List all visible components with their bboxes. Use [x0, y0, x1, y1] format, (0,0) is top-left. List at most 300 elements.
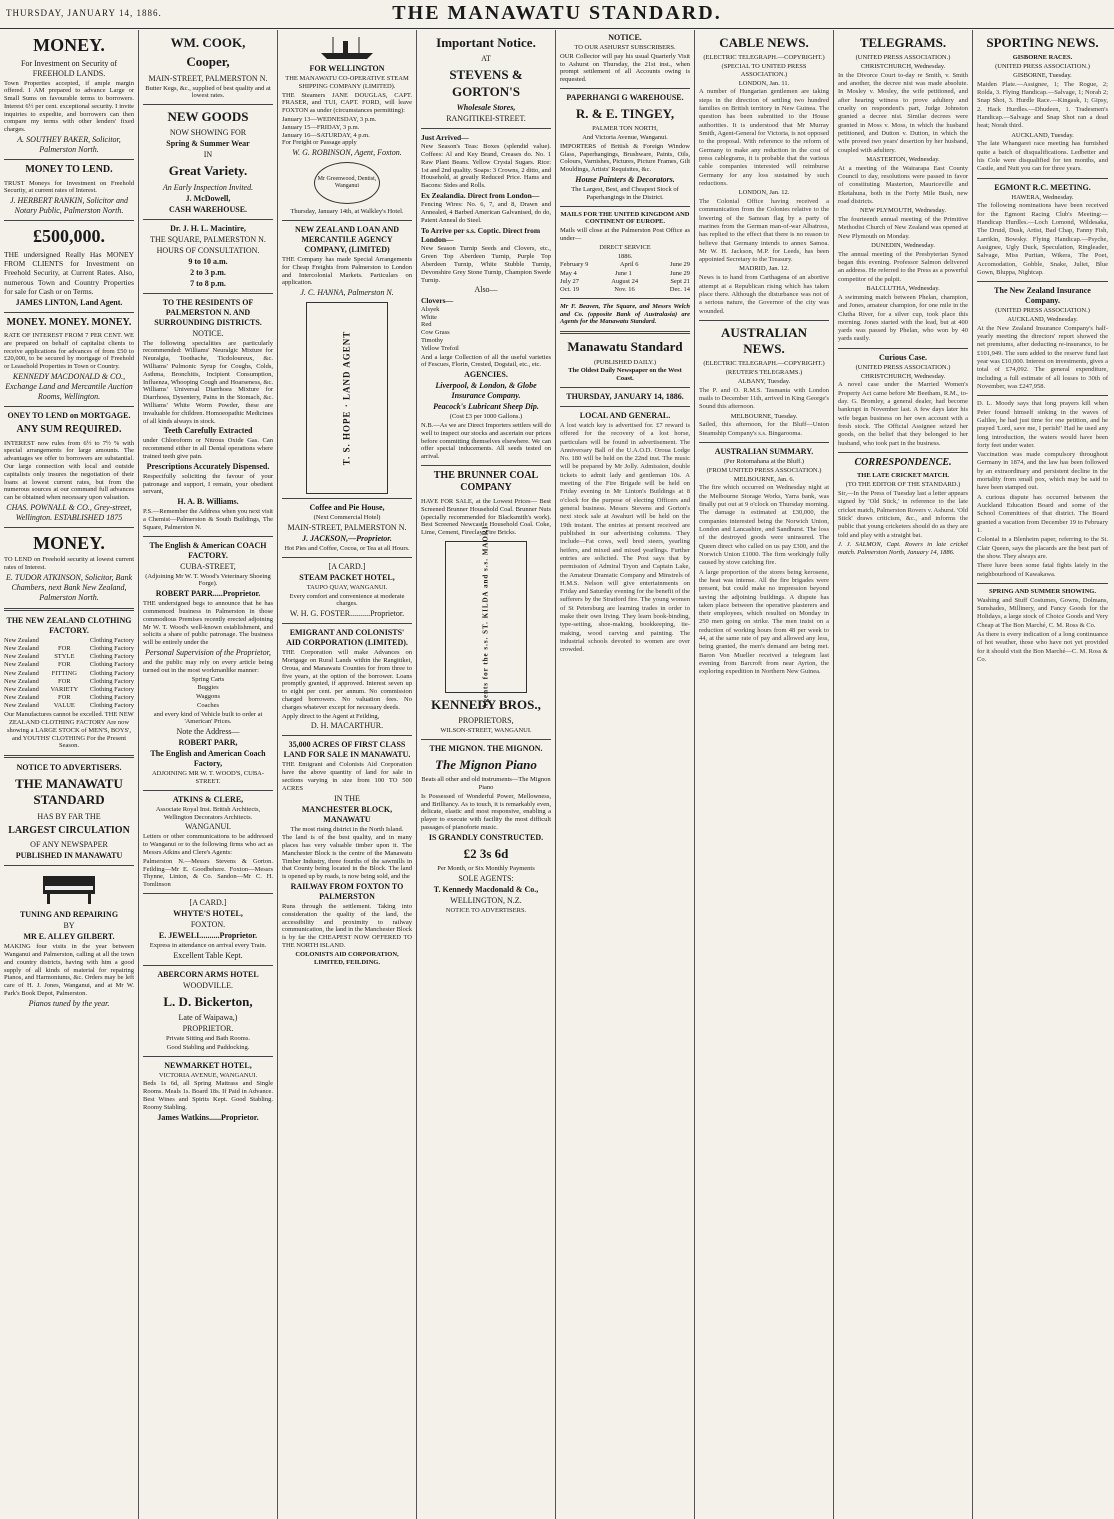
mmm-text: RATE OF INTEREST FROM 7 PER CENT. WE are prepared on behalf of capitalist clients to receive applications for advances of from £50 to £20,000, to be secured by mortgage of Freehold or Leasehold Properties in Town or Country. [4, 332, 134, 371]
money2-heading: MONEY. [33, 532, 105, 553]
peacock-sub: (Cost £3 per 1000 Gallons.) [449, 413, 523, 421]
nz-loan-text: THE Company has made Special Arrangements for Cheap Freights from Palmerston to London and Intercolonial Markets. Particulars on application. [282, 255, 412, 287]
cable-news: CABLE NEWS. [719, 35, 809, 50]
mignon-price: £2 3s 6d [463, 845, 509, 861]
clothing-row: New Zealand FOR Clothing Factory [4, 645, 134, 653]
wholesale-stores: Wholesale Stores, [456, 102, 516, 112]
kennedy-address: WILSON-STREET, WANGANUI. [440, 727, 532, 735]
freight-text: For Freight or Passage apply [282, 139, 357, 147]
column-7 [834, 30, 973, 1519]
divider [560, 331, 690, 334]
notice-any: OF ANY NEWSPAPER [30, 840, 108, 850]
mignon-sub: Beats all other and old instruments—The Mignon Piano [421, 776, 551, 792]
williams-text: P.S.—Remember the Address when you next visit a Chemist—Palmerston & South Buildings, The Square, Palmerston N. [143, 508, 273, 531]
divider [560, 298, 690, 299]
column-5 [556, 30, 695, 1519]
nz-loan-heading: NEW ZEALAND LOAN AND MERCANTILE AGENCY COMPANY, (LIMITED) [294, 224, 400, 254]
divider [282, 623, 412, 624]
divider [977, 178, 1108, 179]
column-2 [139, 30, 278, 1519]
hour: 7 to 8 p.m. [190, 278, 226, 288]
mails-row: February 9 April 6 June 29 [560, 261, 690, 269]
clients-signature: JAMES LINTON, Land Agent. [15, 297, 123, 307]
inspection: An Early Inspection Invited. [162, 182, 254, 192]
any-sum-text: INTEREST now rules from 6½ to 7½ % with special arrangements for large amounts. The advantages we offer to borrowers are substantial. Our large connection with local and outside capitalists only insures the negotiation of their loans at lowest current rates, but from the numerous sources at our command full advances can be obtained when necessary upon valuation. [4, 439, 134, 502]
divider [4, 406, 134, 407]
piano-icon [39, 870, 99, 906]
divider [421, 128, 551, 129]
curious-case: Curious Case. [878, 352, 927, 362]
column-4 [417, 30, 556, 1519]
in-the: IN THE [334, 793, 360, 803]
parr-text: THE undersigned begs to announce that he has commenced business in Palmerston in those commodious Premises recently erected adjoining Mr W. T. Wood's well-known establishment, and solicits a share of public patronage. The business will be entirely under the [143, 600, 273, 647]
divider [4, 608, 134, 611]
issue-date: THURSDAY, JANUARY 14, 1886. [6, 8, 162, 18]
divider [143, 293, 273, 294]
tingey-address-2: And Victoria Avenue, Wanganui. [582, 134, 668, 142]
masterton-dateline: MASTERTON, Wednesday. [866, 155, 940, 163]
cooper-title: Cooper, [186, 54, 230, 70]
notice-paper: THE MANAWATU STANDARD [15, 776, 123, 808]
doctor-address: THE SQUARE, PALMERSTON N. [150, 234, 266, 244]
money-lend-text: TRUST Moneys for Investment on Freehold Security, at current rates of Interest. [4, 179, 134, 195]
albany-dateline: ALBANY, Tuesday. [737, 377, 791, 385]
divider [4, 312, 134, 313]
newplymouth-dateline: NEW PLYMOUTH, Wednesday. [860, 207, 946, 215]
divider [977, 281, 1108, 282]
money-signature: A. SOUTHEY BAKER, Solicitor, Palmerston North. [17, 135, 121, 155]
colonists: COLONISTS AID CORPORATION, LIMITED, FEILDING. [295, 950, 399, 966]
also-text: Also— [474, 285, 498, 295]
clothing-heading: THE NEW ZEALAND CLOTHING FACTORY. [6, 616, 132, 635]
mails-year: 1886. [617, 252, 633, 260]
clothing-row: New Zealand FOR Clothing Factory [4, 661, 134, 669]
table-text: Excellent Table Kept. [173, 950, 243, 960]
cable-sub-2: (SPECIAL TO UNITED PRESS ASSOCIATION.) [721, 63, 807, 78]
date-line: THURSDAY, JANUARY 14, 1886. [566, 391, 684, 401]
divider [143, 104, 273, 105]
money2-text: TO LEND on Freehold security at lowest current rates of Interest. [4, 556, 134, 572]
column-6 [695, 30, 834, 1519]
at-text: AT [481, 54, 491, 64]
doctor-name: Dr. J. H. L. Macintire, [170, 223, 246, 233]
summary-sub-2: (FROM UNITED PRESS ASSOCIATION.) [706, 466, 822, 474]
divider [560, 406, 690, 407]
mcdowell: J. McDowell, [185, 193, 231, 203]
albany-text: The P. and O. R.M.S. Tasmania with London mails to December 11th, arrived in King George's Sound this afternoon. [699, 386, 829, 411]
watkins-name: James Watkins......Proprietor. [157, 1112, 259, 1122]
salmon-signature: J. J. SALMON, Capt. Rovers in late cricket match. Palmerston North, January 14, 1886. [838, 540, 968, 556]
gisborne-text: Maiden Plate.—Assignee, 1; The Rogue, 2; Rolda, 3. Flying Handicap.—Salvage, 1; Norah 2; Snap Shot, 3. Hurdle Race.—Kingask, 1; Gipsy, 2. Hack Hurdles.—Dhudeen, 1. Tradesmen's Handicap.—Salvage and Snap Shot ran a dead heat; Norah third. [977, 80, 1108, 130]
clover-item: Red [421, 321, 432, 329]
hawera-dateline: HAWERA, Wednesday. [1011, 193, 1074, 201]
jewell-name: E. JEWELL.........Proprietor. [158, 931, 258, 941]
mails-text: Mails will close at the Palmerston Post Office as under— [560, 227, 690, 242]
sole-name: T. Kennedy Macdonald & Co., [433, 884, 539, 894]
divider [4, 220, 134, 221]
divider [699, 442, 829, 443]
mignon-heading: THE MIGNON. THE MIGNON. [429, 743, 543, 753]
bickerton-name: L. D. Bickerton, [163, 993, 253, 1009]
divider [143, 790, 273, 791]
railway-text: Runs through the settlement. Taking into consideration the quality of the land, the accessibility and proximity to railway communication, the land in the Manchester Block is by far the CHEAPEST NOW OFFERED TO THE NORTH ISLAND. [282, 903, 412, 950]
auckland-dateline: AUCKLAND, Tuesday. [1011, 131, 1074, 139]
coffee-heading: Coffee and Pie House, [309, 503, 385, 513]
divider [282, 220, 412, 221]
clients-text: THE undersigned Really Has MONEY FROM CLIENTS for Investment on Freehold Security, at Current Rates. Also, numerous Town and Country Properties for sale for Cash or on Terms. [4, 249, 134, 297]
balclutha-text: A swimming match between Phelan, champion, and Jones, amateur champion, for one mile in the Clutha River, for a silver cup, took place this morning. Jones started with the lead, but at 400 yards was passed by Phelan, who won by 40 yards easily. [838, 293, 968, 343]
local-general: LOCAL AND GENERAL. [579, 410, 671, 420]
zealandia-heading: Ex Zealandia. Direct from London— [421, 190, 540, 200]
nz-ins-text: At the New Zealand Insurance Company's half-yearly meeting the directors' report showed the net premiums, after deducting re-insurance, to be £101,949. The sum added to the reserve fund last year was £10,000. Interest on investments, gives a total of £74,092. The general expenditure, including a full estimate of all losses to 30th of November, was £247,958. [977, 324, 1108, 390]
vaccination-text: Vaccination was made compulsory throughout Germany in 1874, and the law has been followed by an extraordinary and persistent decline in the mortality from small pox, which may be said to have been stamped out. [977, 451, 1108, 492]
coffee-address: MAIN-STREET, PALMERSTON N. [287, 522, 407, 532]
oldest-paper: The Oldest Daily Newspaper on the West Coast. [568, 367, 682, 383]
tuning-by: BY [63, 921, 75, 931]
correspondence: CORRESPONDENCE. [854, 456, 952, 468]
newplymouth-text: The fourteenth annual meeting of the Primitive Methodist Church of New Zealand was opened at New Plymouth on Monday. [838, 216, 968, 240]
just-text: New Season's Teas: Boxes (splendid value). Coffees: Al and Key Brand, Creases do. No. 1 Raw Plant Beans. Yellow Crystal Sugars. Rice: 1st and 2nd quality. Soaps: 3 Crowns, 2 ditto, and Household, at greatly Reduced Price. Hams and Bacons: Sides and Rolls. [421, 143, 551, 190]
steamers-text: THE Steamers JANE DOUGLAS, CAPT. FRASER, and TUI, CAPT. FORD, will leave FOXTON as under (circumstances permitting): [282, 91, 412, 115]
mails-row: Oct. 19 Nov. 16 Dec. 14 [560, 285, 690, 293]
nz-ins-dateline: AUCKLAND, Wednesday. [1007, 315, 1078, 323]
importers-text: IMPORTERS of British & Foreign Window Glass, Paperhangings, Brushware, Paints, Oils, Colours, Varnishes, Pictures, Picture Frames, Gilt Mouldings, Artists' Requisites, &c. [560, 142, 690, 174]
christchurch-dateline: CHRISTCHURCH, Wednesday. [860, 63, 946, 71]
telegrams: TELEGRAMS. [859, 35, 947, 50]
london-text: A number of Hungarian gentlemen are taking steps in the direction of settling two hundred families on British territory in New Guinea. The question has been submitted to the House authorities. It is understood that Mr Murray Smith, Agent-General for Victoria, is not opposed to the proposal. With reference to the reform of Germany to make any reduction in the cost of press cablegrams, it is probable that the various cable companies interested will reimburse Germany for any loss sustained by such reductions. [699, 88, 829, 187]
mignon-text: Is Possessed of Wonderful Power, Mellowness, and Brilliancy. As to touch, it is remarkably even, delicate, elastic and most responsive, enabling a player to execute with facility the most difficult passages of pianoforte music. [421, 792, 551, 831]
clothing-row: New Zealand FOR Clothing Factory [4, 677, 134, 685]
card-label: [A CARD.] [189, 898, 227, 908]
foster-name: W. H. G. FOSTER..........Proprietor. [289, 609, 405, 619]
sailing-date: January 16—SATURDAY, 4 p.m. [282, 131, 370, 139]
parr-text2: and the public may rely on every article being turned out in the most workmanlike manner: [143, 658, 273, 674]
personal-supervision: Personal Supervision of the Proprietor, [145, 647, 271, 657]
proprietor: PROPRIETOR. [182, 1024, 234, 1034]
clothing-row: New Zealand VARIETY Clothing Factory [4, 685, 134, 693]
australian-summary: AUSTRALIAN SUMMARY. [714, 447, 814, 457]
rangitikei-street: RANGITIKEI-STREET. [446, 113, 526, 123]
dentist-stamp: Mr Greenwood, Dentist, Wanganui [314, 162, 380, 204]
tingey-address: PALMER TON NORTH, [592, 125, 658, 133]
woodville: WOODVILLE. [183, 980, 233, 990]
cook-text: Butter Kegs, &c., supplied of best quality and at lowest rates. [145, 84, 271, 100]
column-1 [0, 30, 139, 1519]
macarthur: D. H. MACARTHUR. [310, 721, 384, 731]
stabling: Good Stabling and Paddocking. [166, 1043, 250, 1051]
money2-signature: E. TUDOR ATKINSON, Solicitor, Bank Chambers, next Bank New Zealand, Palmerston North. [5, 573, 132, 602]
coach-adjoining: (Adjoining Mr W. T. Wood's Veterinary Shoeing Forge). [145, 572, 271, 588]
sole-agents: SOLE AGENTS: [458, 873, 514, 883]
liverpool-insurance: Liverpool, & London, & Globe Insurance Company. [435, 381, 537, 401]
vehicle-type: Coaches [196, 701, 220, 709]
sole-address: WELLINGTON, N.Z. [450, 895, 522, 905]
direct-service: DIRECT SERVICE [599, 243, 651, 251]
atkins-text: Letters or other communications to be addressed to Wanganui or to the following firms who act as Messrs Atkins and Clere's Agents: [143, 833, 273, 857]
sailing-date: January 13—WEDNESDAY, 3 p.m. [282, 115, 377, 123]
abercorn-hotel: ABERCORN ARMS HOTEL [157, 969, 259, 979]
whyte-hotel: WHYTE'S HOTEL, [173, 909, 243, 919]
divider [4, 755, 134, 758]
madrid-dateline: MADRID, Jan. 12. [739, 265, 789, 273]
divider [560, 88, 690, 89]
notice-largest: LARGEST CIRCULATION [8, 824, 130, 836]
divider [560, 387, 690, 388]
atkins-agents: Palmerston N.—Messrs Stevens & Gorton. Feilding—Mr E. Goodbehere. Foxton—Messrs Thynne, Linton, & Co. Sandon—Mr C. H. Tomlinson [143, 857, 273, 889]
notice-published: PUBLISHED IN MANAWATU [15, 851, 123, 861]
gisborne-races: GISBORNE RACES. [1012, 54, 1073, 62]
divider [282, 498, 412, 499]
gisborne-dateline: GISBORNE, Tuesday. [1013, 71, 1072, 79]
newmarket-hotel: NEWMARKET HOTEL, [164, 1060, 252, 1070]
money-sub: For Investment on Security of FREEHOLD LANDS. [21, 58, 117, 78]
agencies-heading: AGENCIES. [464, 370, 508, 380]
just-arrived: Just Arrived— [421, 132, 469, 142]
sporting-news: SPORTING NEWS. [986, 35, 1099, 50]
curious-text: A novel case under the Married Women's Property Act came before Mr Beetham, R.M., to-day. G. Bromley, a general dealer, had become bankrupt in November last. A few days later his wife began business on her own account with a fresh stock. The Official Assignee seized her goods, on the belief that they belonged to her husband, who took part in the business. [838, 381, 968, 447]
jackson-text: Hot Pies and Coffee, Cocoa, or Tea at all Hours. [284, 544, 410, 552]
wellington-heading: FOR WELLINGTON [309, 64, 385, 73]
hour: 9 to 10 a.m. [188, 256, 228, 266]
tele-sub: (UNITED PRESS ASSOCIATION.) [855, 54, 951, 62]
clover-item: Alsyek [421, 305, 440, 313]
vehicle-type: Spring Carts [191, 675, 225, 683]
christchurch-text: In the Divorce Court to-day re Smith, v. Smith and another, the decree nisi was made absolute. In Mosley v. Mosley, the wife petitioned, and after hearing witness to prove adultery and cruelty on respondent's part, Judge Johnston granted a decree nisi. Similar decrees were granted in Moss v. Moss, in which the husband petitioned, and Dutton v. Dutton, in which the wife proved two years' desertion by her husband, coupled with adultery. [838, 71, 968, 154]
waipawa: Late of Waipawa,) [178, 1013, 238, 1023]
mmm-signature: KENNEDY MACDONALD & CO., Exchange Land and Mercantile Auction Rooms, Wellington. [5, 372, 133, 402]
spring-advert: SPRING AND SUMMER SHOWING. [989, 587, 1096, 595]
christchurch-dateline-2: CHRISTCHURCH, Wednesday. [860, 372, 946, 380]
clothing-row: New Zealand STYLE Clothing Factory [4, 653, 134, 661]
private-rooms: Private Sitting and Bath Rooms. [166, 1035, 250, 1043]
melbourne-dateline-2: MELBOURNE, Jan. 6. [733, 475, 795, 483]
notice-heading: NOTICE TO ADVERTISERS. [16, 763, 122, 773]
beaven-text: Mr F. Beaven, The Square, and Messrs Welch and Co. (opposite Bank of Australasia) are Agents for the Manawatu Standard. [560, 302, 690, 326]
parr-name: ROBERT PARR.....Proprietor. [155, 589, 261, 599]
divider [282, 735, 412, 736]
nz-insurance: The New Zealand Insurance Company. [994, 286, 1091, 306]
note-address: Note the Address— [176, 727, 240, 737]
tuning-heading: TUNING AND REPAIRING [19, 910, 119, 920]
divider [977, 583, 1108, 584]
money-lend-heading: MONEY TO LEND. [25, 164, 113, 176]
coptic-text: New Season Turnip Seeds and Clovers, etc., Green Top Aberdeen Turnip, Purple Top Aberdeen Turnip, White Stubble Turnip, Devonshire Grey Stone Turnip, Champion Swede Turnip. [421, 245, 551, 284]
clover-item: Timothy [421, 336, 444, 344]
hanna: J. C. HANNA, Palmerston N. [300, 288, 394, 298]
sport-sub: (UNITED PRESS ASSOCIATION.) [995, 63, 1090, 71]
williams-name: H. A. B. Williams. [177, 497, 239, 507]
clover-item: Yellow Trefoil [421, 344, 459, 352]
vehicle-type: Buggies [197, 684, 219, 692]
summary-text: A large proportion of the stores being kerosene, the heat was intense. All the fire brigades were present, but could make no impression beyond saving the adjoining buildings. A dispute has taken place between the operative plasterers and their employees, which resulted on Monday in 250 men going on strike. The men insist on a reduction of working hours from 48 per week to 44, at the same rate of pay and allowed any less, being granted, the men's demand are being met. Baron Von Mueller received a telegram last evening from Barcroft from near Ayrton, the exploring expedition in Northern New Guinea. [699, 568, 829, 676]
largest-stock: The Largest, Best, and Cheapest Stock of Paperhangings in the District. [571, 186, 679, 201]
acres-text: THE Emigrant and Colonists Aid Corporation have the above quantity of land for sale in sections varying in size from 100 TO 500 ACRES [282, 761, 412, 792]
peacock-dip: Peacock's Lubricant Sheep Dip. [433, 402, 539, 412]
column-8 [973, 30, 1112, 1519]
coach-factory-2: The English and American Coach Factory, [150, 749, 266, 769]
divider [838, 452, 968, 453]
big-amount: £500,000. [33, 226, 105, 247]
vehicles-text: and every kind of Vehicle built to order at 'American' Prices. [153, 710, 263, 726]
clothing-note: Our Manufactures cannot be excelled. THE NEW ZEALAND CLOTHING FACTORY Are now showing a LARGE STOCK of MEN'S, BOYS', and YOUTHS' CLOTHING For the Present Season. [4, 711, 134, 750]
hawera-text: The following nominations have been received for the Egmont Racing Club's Meeting:— Handicap Hurdles.—Loch Lomond, Wildesaka, The Druid, Dusk, Artist, Bad Chap, Fanny Fish, Larrikin, Bowsky. Flying Handicap.—Psyche, Assignee, Ugly Duck, Speculation, Ringleader, Salvage, Miss Puritan, Wikera, The Poet, Accomodation, Gobble, Snake, Juliet, Blue Gown, Bluppa, Nightcap. [977, 202, 1108, 276]
packet-text: Every comfort and convenience at moderate charges. [289, 592, 405, 608]
fencing-text: Fencing Wires: No. 6, 7, and 8, Drawn and Annealed, 4 Barbed American Galvanised, do do, Patent Anneal do Steel. [421, 201, 551, 224]
teeth-heading: Teeth Carefully Extracted [163, 426, 253, 436]
curious-sub: (UNITED PRESS ASSOCIATION.) [855, 363, 951, 371]
clover-item: White [421, 313, 437, 321]
masthead [0, 0, 1114, 29]
notice-heading: NOTICE. [608, 33, 642, 42]
any-sum-heading: ANY SUM REQUIRED. [16, 424, 122, 436]
atkins-name: ATKINS & CLERE, [172, 794, 244, 804]
emigrant-heading: EMIGRANT AND COLONISTS' AID CORPORATION (LIMITED). [286, 628, 408, 648]
newspaper-title: THE MANAWATU STANDARD. [392, 2, 722, 24]
subscribers-text: OUR Collector will pay his usual Quarterly Visit to Ashurst on Thursday, the 21st inst., when prompt settlement of all Accounts owing is requested. [560, 52, 690, 84]
divider [977, 395, 1108, 396]
brunner-heading: THE BRUNNER COAL COMPANY [433, 469, 539, 494]
important-notice: Important Notice. [436, 35, 536, 50]
cook-address: MAIN-STREET, PALMERSTON N. [148, 73, 268, 83]
london-text-2: The Colonial Office having received a communication from the Colonies relative to the lowering of the Samoan flag by a party of marines from the German man-of-war Albatross, has replied to the effect that there is no reason to believe that Germany intends to annex Samoa. Mr W. H. Jackson, M.P. for Leeds, has been appointed Secretary to the Treasury. [699, 197, 829, 264]
jackson-name: J. JACKSON,—Proprietor. [302, 533, 392, 543]
packet-hotel: STEAM PACKET HOTEL, [299, 572, 395, 582]
nz-ins-sub: (UNITED PRESS ASSOCIATION.) [995, 307, 1090, 315]
clover-item: Cow Grass [421, 329, 450, 337]
kennedy-bros: KENNEDY BROS., [431, 696, 541, 712]
coach-heading: The English & American COACH FACTORY. [149, 540, 267, 560]
clothing-row: New Zealand VALUE Clothing Factory [4, 702, 134, 709]
madrid-text: News is to hand from Carthagena of an abortive attempt at a Republican rising which has taken place there. Although the disturbance was not of a serious nature, the Governor of the city was wounded. [699, 274, 829, 315]
kennedy-sub: PROPRIETORS, [458, 716, 514, 726]
steamship-icon [317, 35, 377, 61]
dunedin-dateline: DUNEDIN, Wednesday. [871, 242, 935, 250]
moody-text: D. L. Moody says that long prayers kill when Peter found himself sinking in the waves of Galilee, he had just time for one petition, and he prayed 'Lord, save me, I perish!' Had he used any long introduction, the waters would have been forty feet under water. [977, 400, 1108, 449]
clothing-list [4, 637, 134, 710]
railway: RAILWAY FROM FOXTON TO PALMERSTON [290, 882, 404, 902]
cash-warehouse: CASH WAREHOUSE. [168, 204, 248, 214]
divider [143, 965, 273, 966]
divider [4, 527, 134, 528]
nb-text: N.B.—As we are Direct Importers settlers will do well to inspect our stocks and ascertain our prices before committing themselves elsewhere. We can offer special inducements. All seeds tested on arrival. [421, 421, 551, 461]
brunner-text: HAVE FOR SALE, at the Lowest Prices— Best Screened Brunner Household Coal. Brunner Nuts (specially recommended for Blacksmith's work). Best Screened Newcastle Household Coal. Coke, Lime, Cement, Fireclay, Fire Bricks. [421, 497, 551, 537]
any-sum-signature: CHAS. POWNALL & CO., Grey-street, Wellington. ESTABLISHED 1875 [6, 502, 132, 522]
money-heading: MONEY. [33, 35, 105, 55]
melbourne-dateline: MELBOURNE, Tuesday. [730, 412, 798, 420]
egmont-meeting: EGMONT R.C. MEETING. [994, 182, 1091, 192]
bon-marche-text: As there is every indication of a long continuance of hot weather, those who have not yet provided for it should visit the Bon Marché—C. M. Ross & Co. [977, 630, 1108, 663]
divider [699, 320, 829, 321]
mails-row: May 4 June 1 June 29 [560, 269, 690, 277]
dunedin-text: The annual meeting of the Presbyterian Synod began this evening. Professor Salmon delivered an address. He referred to the Press as a powerful competitor of the pulpit. [838, 250, 968, 283]
divider [421, 739, 551, 740]
divider [838, 348, 968, 349]
mignon-piano: The Mignon Piano [435, 756, 537, 772]
parr-name-2: ROBERT PARR, [178, 738, 238, 748]
coach-address: CUBA-STREET, [180, 561, 236, 571]
divider [143, 219, 273, 220]
summary-sub: (Per Rotomahana at the Bluff.) [723, 458, 805, 466]
cricket-heading: THE LATE CRICKET MATCH. [856, 472, 950, 480]
thursday-text: Thursday, January 14th, at Walkley's Hotel. [290, 208, 404, 216]
divider [143, 1056, 273, 1057]
packet-address: TAUPO QUAY, WANGANUI. [306, 583, 388, 591]
tuned-text: Pianos tuned by the year. [28, 998, 110, 1008]
vehicle-type: Waggons [195, 693, 221, 701]
divider [421, 465, 551, 466]
divider [4, 865, 134, 866]
chemist-notice: NOTICE. [192, 328, 224, 338]
coptic-heading: To Arrive per s.s. Coptic. Direct from London— [421, 225, 541, 245]
architect-card-text: Agents for the s.s. ST. KILDA and s.s. MAORI [481, 525, 490, 709]
land-agent-card-text: T. S. HOPE · LAND AGENT [341, 330, 352, 466]
washing-text: Washing and Stuff Costumes, Gowns, Dolmans, Sunshades, Millinery, and Fancy Goods for the Holidays, a large stock of Choice Goods and Very Cheap at The Bon Marché, C. M. Ross & Co. [977, 596, 1108, 629]
atkins-address: WANGANUI. [185, 822, 231, 832]
house-painters: House Painters & Decorators. [575, 175, 675, 185]
card-label: [A CARD.] [328, 561, 366, 571]
masterton-text: At a meeting of the Wairarapa East County Council to day, resolutions were passed in favor of constituting Masterton, Mauriceville and Eketahuna, both in the Forty Mile Bush, new road districts. [838, 164, 968, 206]
great-variety: Great Variety. [168, 163, 248, 179]
mortgage-heading: ONEY TO LEND on MORTGAGE. [7, 411, 131, 421]
coach-adjoining-2: ADJOINING MR W. T. WOOD'S, CUBA-STREET. [151, 770, 265, 786]
mignon-grand: IS GRANDLY CONSTRUCTED. [428, 832, 544, 842]
cook-name: WM. COOK, [170, 35, 246, 50]
clovers-heading: Clovers— [421, 296, 454, 306]
paper-title: Manawatu Standard [567, 339, 683, 355]
money-lend-signature: J. HERBERT RANKIN, Solicitor and Notary Public, Palmerston North. [9, 196, 129, 216]
spring-wear: Spring & Summer Wear [166, 139, 250, 149]
cable-sub: (ELECTRIC TELEGRAPH.—COPYRIGHT.) [703, 54, 825, 62]
prescriptions-text: Respectfully soliciting the favour of your patronage and support, I remain, your obedient servant, [143, 472, 273, 496]
aus-sub: (ELECTRIC TELEGRAPH.—COPYRIGHT.) [703, 360, 825, 368]
cricket-text: Sir,—In the Press of Tuesday last a letter appears signed by 'Old Stick,' in reference to the late cricket match, Palmerston Rovers v. Ashurst. 'Old Stick' draws criticism, &c., and informs the public that young cricketers should do as they are told and play with a straight bat. [838, 489, 968, 539]
melbourne-text-2: The fire which occurred on Wednesday night at the Melbourne Storage Works, Yarra bank, was finally put out at 9 o'clock on Thursday morning. The damage is estimated at £30,000, the companies interested being the Norwich Union, London and Lancashire, and Sandhurst. The loss of the destroyed goods were uninsured. The Queen direct who called on us pay £300, and the Norwich Union £1000. The firm workingly fully caused by stove catching fire. [699, 484, 829, 567]
divider [143, 893, 273, 894]
teeth-text: under Chloroform or Nitrous Oxide Gas. Can recommend either in all Dental operations where trained teeth give pain. [143, 437, 273, 460]
chemist-heading: TO THE RESIDENTS OF PALMERSTON N. AND SURROUNDING DISTRICTS. [154, 297, 262, 327]
published-daily: (PUBLISHED DAILY.) [593, 358, 657, 366]
divider [282, 557, 412, 558]
subscribers: TO OUR ASHURST SUBSCRIBERS. [574, 44, 676, 51]
divider [143, 536, 273, 537]
atkins-sub: Associate Royal Inst. British Architects, Wellington Decorators Architects. [155, 805, 261, 821]
robinson: W. G. ROBINSON, Agent, Foxton. [292, 148, 402, 158]
tingey-name: R. & E. TINGEY, [575, 105, 675, 121]
pearls-text: A curious dispute has occurred between the Auckland Education Board and some of the School Committees of that district. The Board granted a vacation from December 19 to February 1. [977, 493, 1108, 534]
mails-heading: MAILS FOR THE UNITED KINGDOM AND CONTINENT OF EUROPE. [560, 210, 690, 226]
kotare-text: There have been some fatal fights lately in the neighbourhood of Kawakawa. [977, 562, 1108, 578]
clothing-row: New Zealand Clothing Factory [4, 637, 134, 644]
block-text: The most rising district in the North Island. [290, 825, 404, 833]
clover-text: And a large Collection of all the useful varieties of Fescues, Florin, Crested, Dogstail, etc., etc. [421, 353, 551, 369]
hours-heading: HOURS OF CONSULTATION. [156, 245, 260, 255]
melbourne-text: Sailed, this afternoon, for the Bluff—Union Steamship Company's s.s. Bingarooma. [699, 421, 829, 437]
auckland-text: The late Whangarei race meeting has furnished quite a batch of disqualifications. Ledbetter and his Cole were disqualified for ten months, and Castle, and Nutt you can for three years. [977, 140, 1108, 173]
divider [4, 159, 134, 160]
colonial-text: Colonial in a Blenheim paper, referring to the St. Clair Queen, says the placards are the best part of the show. They always are. [977, 536, 1108, 560]
london-dateline-2: LONDON, Jan. 12. [738, 189, 790, 197]
notice-advertisers: NOTICE TO ADVERTISERS. [445, 906, 527, 914]
divider [560, 206, 690, 207]
paperhanging: PAPERHANGI G WAREHOUSE. [566, 92, 684, 102]
clothing-row: New Zealand FITTING Clothing Factory [4, 669, 134, 677]
notice-has: HAS BY FAR THE [37, 811, 101, 821]
emigrant-text: THE Corporation will make Advances on Mortgage on Rural Lands within the Rangitikei, Oroua, and Manawatu Counties for from three to five years, at the option of the borrower. Loans promptly granted, if approved. Interest seven up to eight per cent. per annum. No commission charged borrowers. No valuation fees. No charges whatever except for necessary deeds. [282, 649, 412, 711]
prescriptions-heading: Prescriptions Accurately Dispensed. [146, 461, 270, 471]
block-body: The land is of the best quality, and in many places has very valuable timber upon it. The Manchester Block is the centre of the Manawatu Timber Industry, three fourths of the sawmills in that County being located in the Block. The land is opened up by roads, is now being sold, and the [282, 834, 412, 881]
stevens-gorton: STEVENS & GORTON'S [449, 67, 523, 99]
foxton: FOXTON. [190, 920, 226, 930]
